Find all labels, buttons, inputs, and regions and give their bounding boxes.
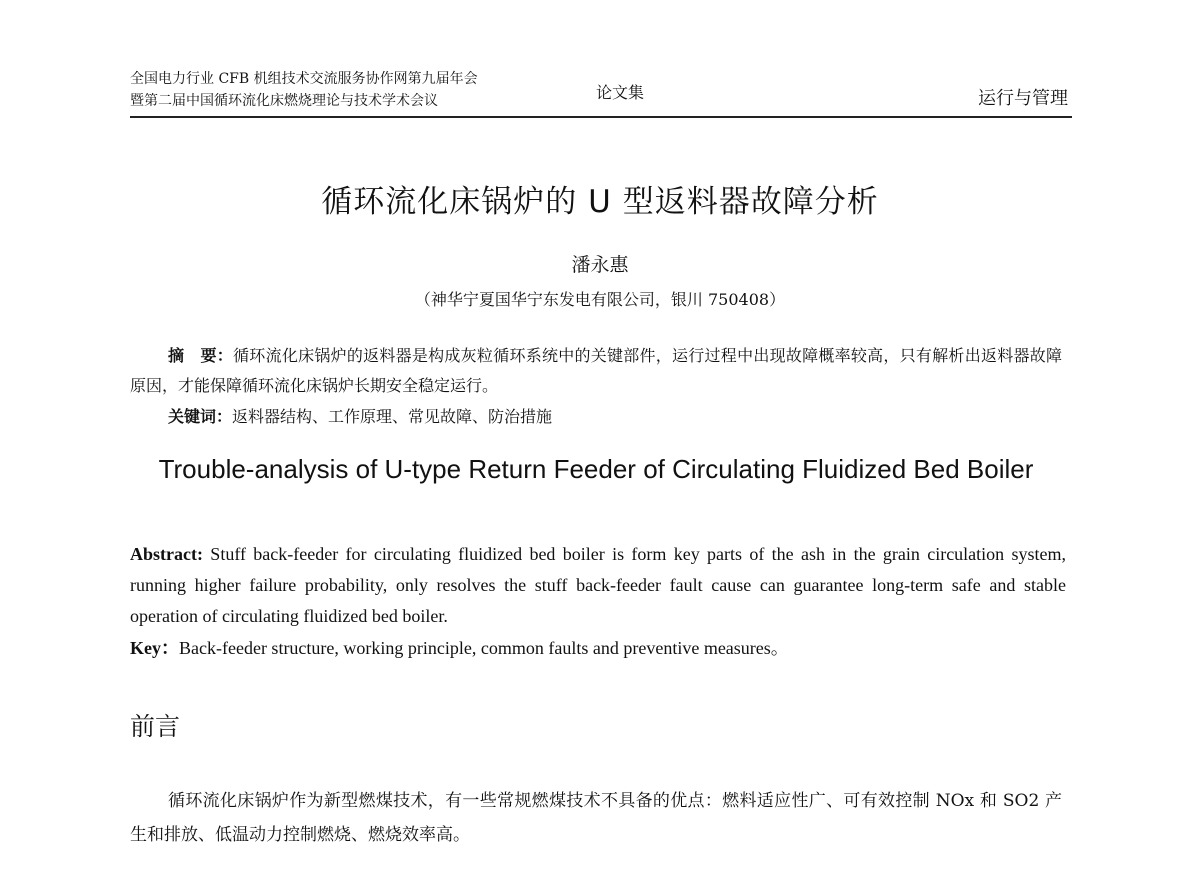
abstract-en-text: Stuff back-feeder for circulating fluidized bed boiler is form key parts of the ash in the grain circulation system, running higher failure probability, only resolves the stuff back-feeder fault cause can guarantee long-term safe and stable operation of circulating fluidized bed boiler. [130, 544, 1066, 626]
conference-name [130, 68, 478, 112]
running-header [130, 64, 1072, 118]
keywords-cn-text: 返料器结构、工作原理、常见故障、防治措施 [232, 407, 553, 426]
proceedings-label: 论文集 [596, 83, 645, 102]
author-name: 潘永惠 [571, 254, 629, 276]
abstract-cn-text: 循环流化床锅炉的返料器是构成灰粒循环系统中的关键部件，运行过程中出现故障概率较高，只有解析出返料器故障原因，才能保障循环流化床锅炉长期安全稳定运行。 [130, 346, 1062, 395]
body-paragraph: 循环流化床锅炉作为新型燃煤技术，有一些常规燃煤技术不具备的优点：燃料适应性广、可有效控制 NOx 和 SO2 产生和排放、低温动力控制燃烧、燃烧效率高。 [130, 791, 1062, 845]
keywords-en-label: Key： [130, 638, 179, 658]
section-label: 运行与管理 [978, 88, 1068, 109]
paper-title-cn: 循环流化床锅炉的 U 型返料器故障分析 [321, 184, 879, 220]
conference-line-2: 暨第二届中国循环流化床燃烧理论与技术学术会议 [130, 93, 438, 109]
abstract-cn [130, 341, 1062, 401]
keywords-cn [168, 404, 552, 427]
paper-title-en: Trouble-analysis of U-type Return Feeder of Circulating Fluidized Bed Boiler [158, 454, 1034, 484]
section-heading: 前言 [130, 712, 181, 741]
author-affiliation: （神华宁夏国华宁东发电有限公司，银川 750408） [414, 290, 786, 309]
abstract-en [130, 539, 1066, 632]
keywords-cn-label: 关键词： [168, 407, 233, 426]
abstract-en-label: Abstract: [130, 544, 203, 564]
keywords-en [130, 634, 789, 660]
abstract-cn-label: 摘 要： [168, 346, 234, 365]
keywords-en-text: Back-feeder structure, working principle, common faults and preventive measures。 [179, 638, 789, 658]
conference-line-1: 全国电力行业 CFB 机组技术交流服务协作网第九届年会 [130, 71, 478, 87]
